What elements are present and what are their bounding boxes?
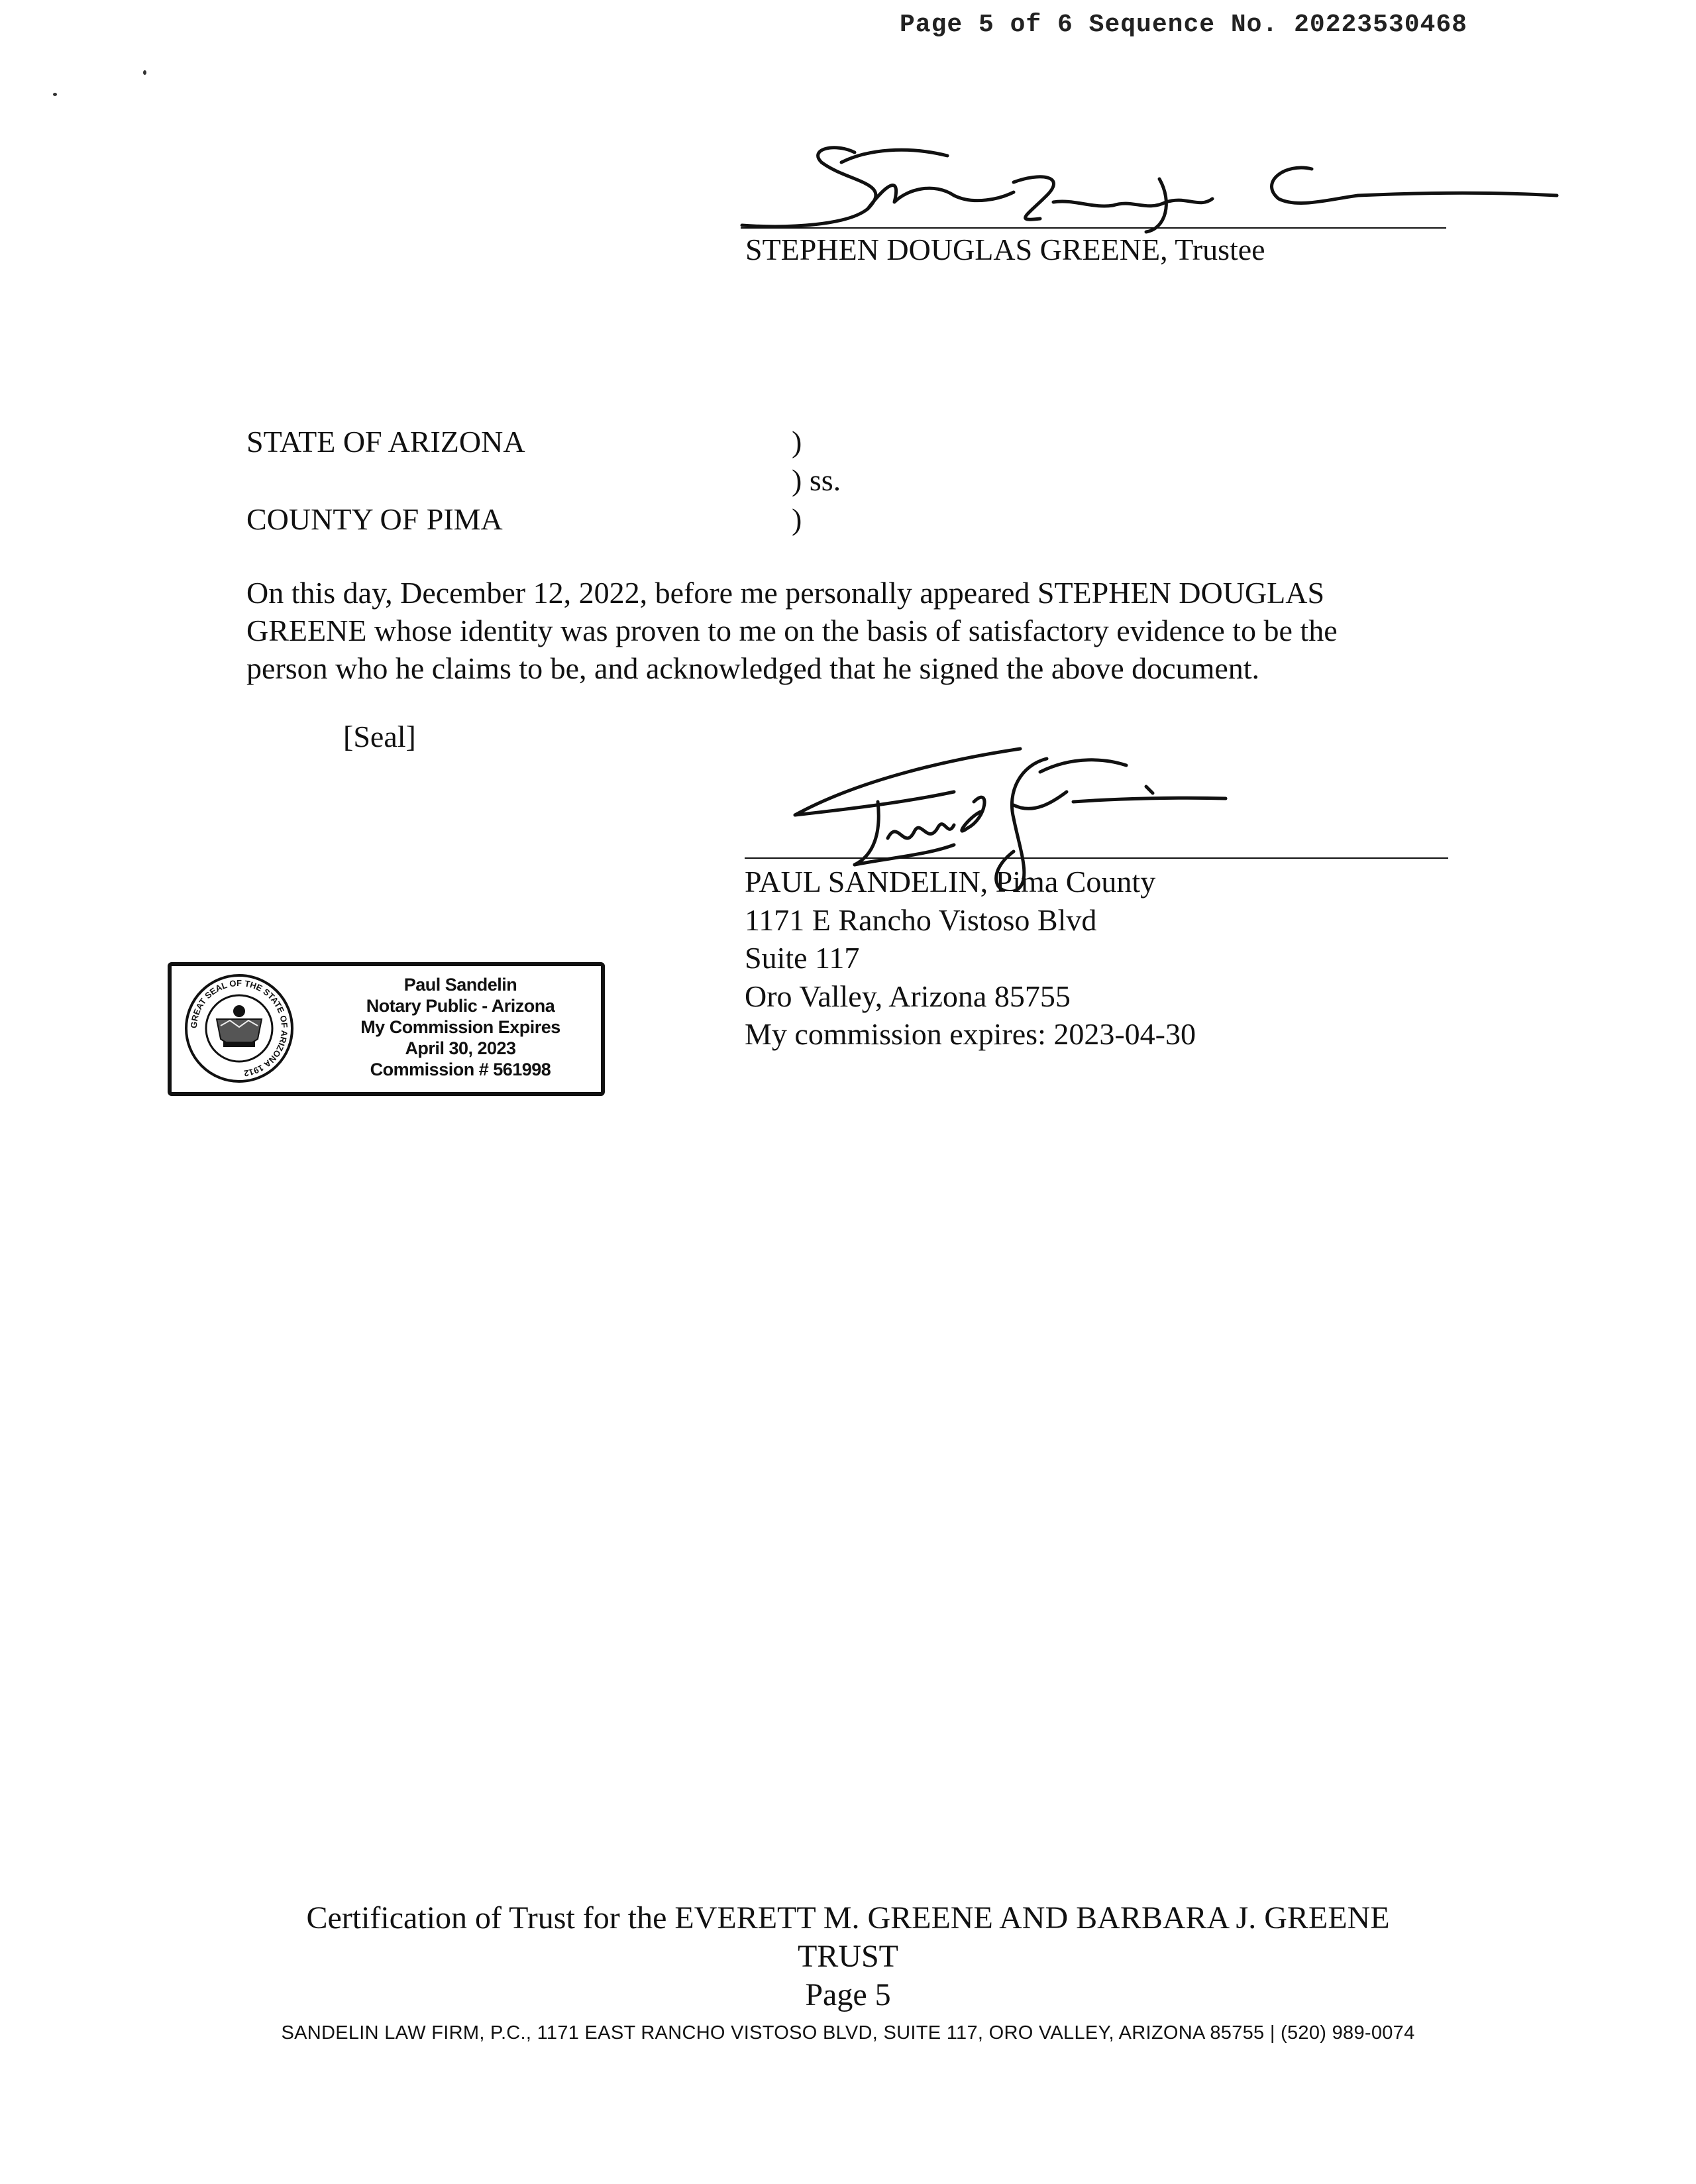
stamp-notary-title: Notary Public - Arizona bbox=[366, 996, 555, 1016]
acknowledgment-paragraph bbox=[246, 574, 1452, 687]
stamp-commission-number: Commission # 561998 bbox=[370, 1060, 551, 1079]
stamp-notary-name: Paul Sandelin bbox=[403, 975, 517, 995]
acknowledgment-line: On this day, December 12, 2022, before me personally appeared STEPHEN DOUGLAS bbox=[246, 576, 1325, 610]
notary-stamp bbox=[168, 962, 605, 1096]
scan-speck bbox=[143, 70, 146, 75]
arizona-state-seal-icon bbox=[184, 973, 295, 1084]
law-firm-address-line: SANDELIN LAW FIRM, P.C., 1171 EAST RANCHO VISTOSO BLVD, SUITE 117, ORO VALLEY, ARIZONA 85755 | (520) 989-0074 bbox=[281, 2022, 1415, 2044]
notary-address-suite: Suite 117 bbox=[745, 941, 860, 975]
seal-ring-text: GREAT SEAL OF THE STATE OF ARIZONA 1912 bbox=[188, 977, 290, 1079]
notary-name-county: PAUL SANDELIN, Pima County bbox=[745, 865, 1156, 899]
trustee-name-caption: STEPHEN DOUGLAS GREENE, Trustee bbox=[745, 233, 1265, 266]
seal-label: [Seal] bbox=[343, 720, 416, 753]
acknowledgment-line: GREENE whose identity was proven to me on the basis of satisfactory evidence to be the bbox=[246, 614, 1338, 647]
trustee-signature bbox=[735, 136, 1564, 235]
stamp-expires-label: My Commission Expires bbox=[360, 1017, 560, 1037]
notary-commission-expiry: My commission expires: 2023-04-30 bbox=[745, 1017, 1196, 1051]
notary-address-street: 1171 E Rancho Vistoso Blvd bbox=[745, 902, 1097, 937]
venue-county: COUNTY OF PIMA bbox=[246, 502, 503, 536]
footer-title-line: TRUST bbox=[797, 1939, 898, 1974]
venue-paren-top: ) bbox=[792, 425, 802, 459]
venue-paren-ss: ) ss. bbox=[792, 463, 841, 497]
footer-title-line: Certification of Trust for the EVERETT M. GREENE AND BARBARA J. GREENE bbox=[306, 1900, 1390, 1936]
notary-address-city: Oro Valley, Arizona 85755 bbox=[745, 979, 1071, 1013]
notary-info-block bbox=[745, 863, 1196, 1054]
footer-page-number: Page 5 bbox=[805, 1977, 891, 2012]
document-footer bbox=[0, 1899, 1696, 2014]
scan-speck bbox=[53, 93, 57, 96]
notary-stamp-text bbox=[321, 974, 600, 1080]
trustee-signature-line bbox=[741, 227, 1446, 229]
notary-signature-line bbox=[745, 857, 1448, 859]
page-sequence-header: Page 5 of 6 Sequence No. 20223530468 bbox=[900, 11, 1467, 39]
acknowledgment-line: person who he claims to be, and acknowledged that he signed the above document. bbox=[246, 651, 1260, 685]
venue-paren-bottom: ) bbox=[792, 502, 802, 536]
venue-state: STATE OF ARIZONA bbox=[246, 425, 525, 459]
stamp-expires-date: April 30, 2023 bbox=[405, 1038, 516, 1058]
